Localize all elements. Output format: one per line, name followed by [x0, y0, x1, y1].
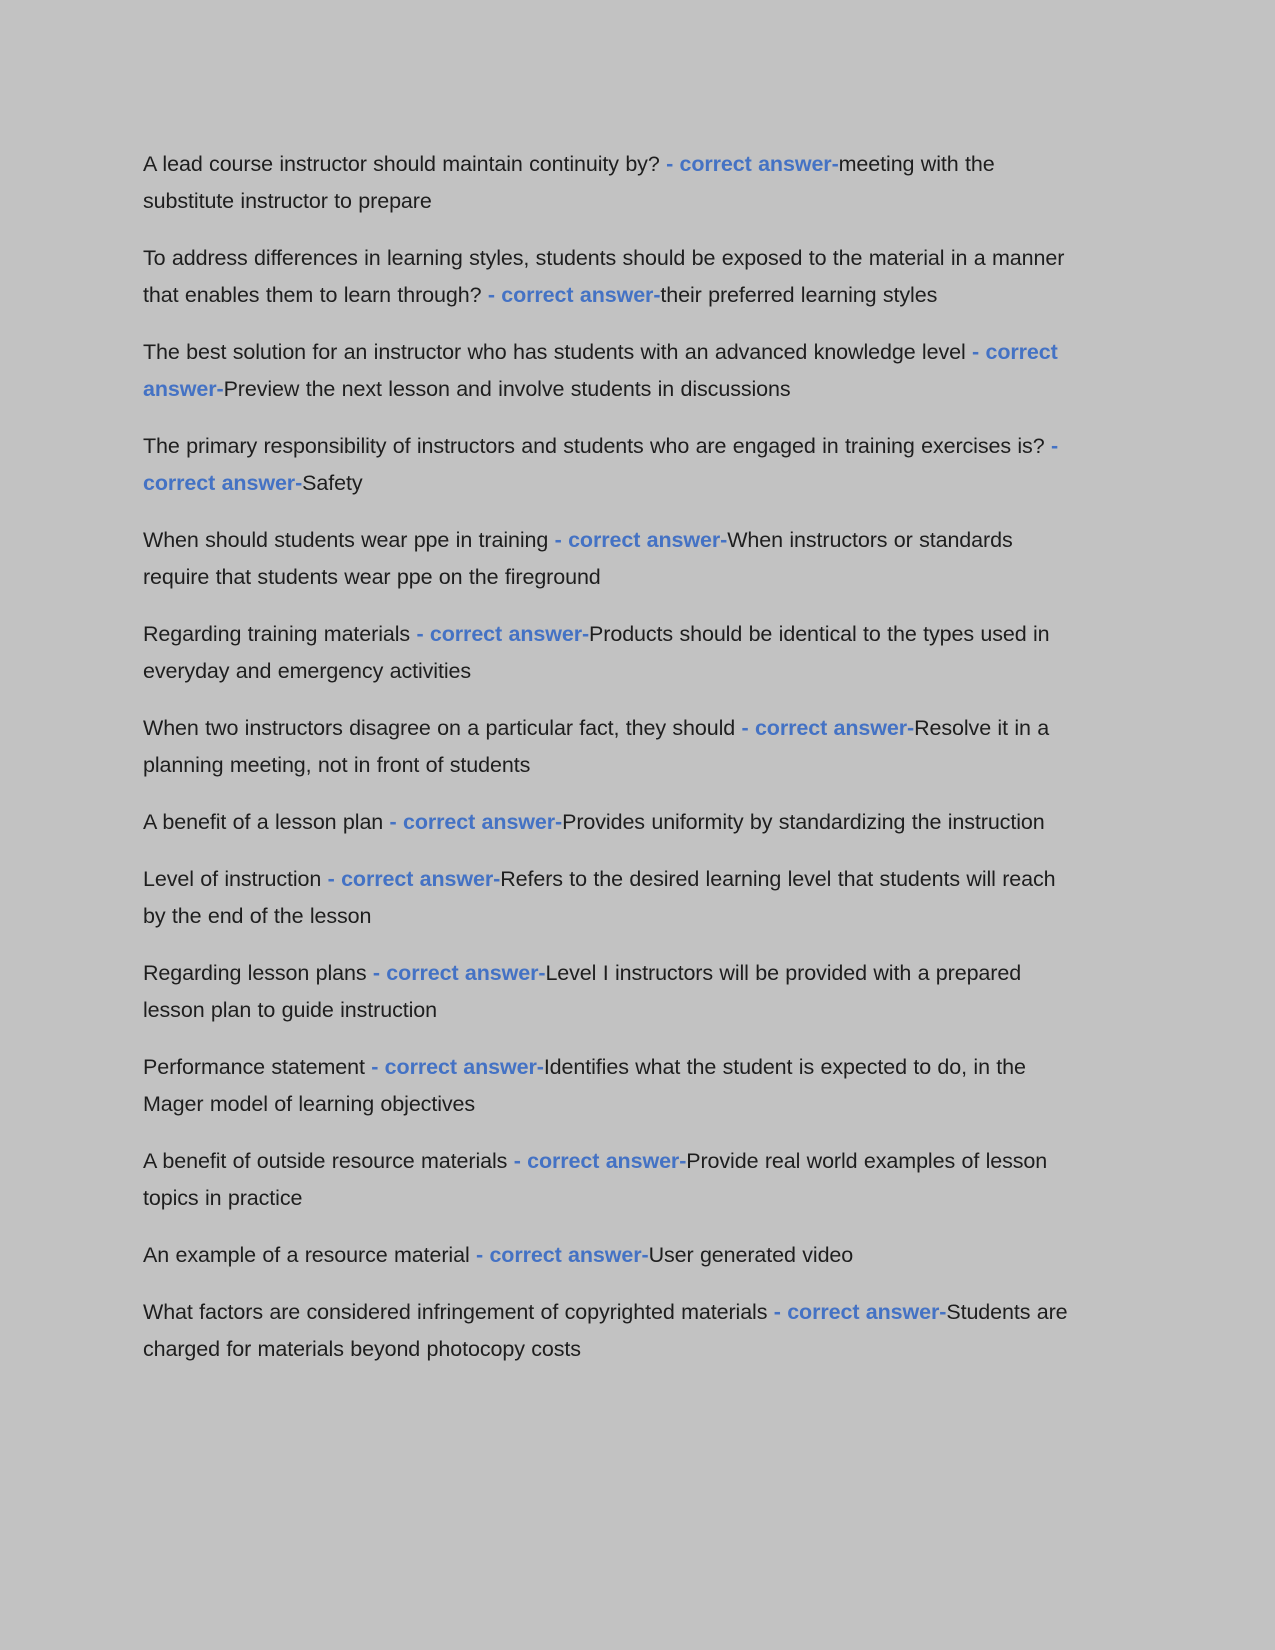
question-text: Regarding lesson plans: [143, 961, 373, 985]
qa-paragraph: [143, 616, 1078, 690]
correct-answer-marker: - correct answer-: [773, 1300, 947, 1324]
correct-answer-marker: - correct answer-: [143, 434, 1058, 495]
answer-text: Students are charged for materials beyond photocopy costs: [143, 1300, 1068, 1361]
correct-answer-marker: - correct answer-: [741, 716, 915, 740]
qa-paragraph: [143, 1049, 1078, 1123]
qa-paragraph: [143, 955, 1078, 1029]
qa-paragraph: [143, 334, 1078, 408]
answer-text: Preview the next lesson and involve students in discussions: [223, 377, 791, 401]
answer-text: meeting with the substitute instructor to prepare: [143, 152, 995, 213]
answer-text: User generated video: [648, 1243, 854, 1267]
answer-text: Level I instructors will be provided with a prepared lesson plan to guide instruction: [143, 961, 1022, 1022]
question-text: Level of instruction: [143, 867, 328, 891]
question-text: When two instructors disagree on a particular fact, they should: [143, 716, 742, 740]
question-text: A lead course instructor should maintain continuity by?: [143, 152, 667, 176]
correct-answer-marker: - correct answer-: [416, 622, 590, 646]
answer-text: Refers to the desired learning level that students will reach by the end of the lesson: [143, 867, 1056, 928]
qa-paragraph: [143, 804, 1078, 841]
answer-text: Provides uniformity by standardizing the instruction: [562, 810, 1045, 834]
correct-answer-marker: - correct answer-: [513, 1149, 687, 1173]
answer-text: their preferred learning styles: [660, 283, 938, 307]
qa-paragraph: [143, 710, 1078, 784]
qa-paragraph: [143, 1143, 1078, 1217]
question-text: An example of a resource material: [143, 1243, 477, 1267]
qa-paragraph: [143, 1294, 1078, 1368]
correct-answer-marker: - correct answer-: [666, 152, 839, 176]
qa-paragraph: [143, 522, 1078, 596]
question-text: To address differences in learning styles, students should be exposed to the material in a manner that enables them to learn through?: [143, 246, 1065, 307]
correct-answer-marker: - correct answer-: [476, 1243, 649, 1267]
qa-paragraph: [143, 861, 1078, 935]
question-text: The primary responsibility of instructors and students who are engaged in training exercises is?: [143, 434, 1051, 458]
correct-answer-marker: - correct answer-: [143, 340, 1058, 401]
question-text: A benefit of a lesson plan: [143, 810, 390, 834]
question-text: Performance statement: [143, 1055, 372, 1079]
correct-answer-marker: - correct answer-: [371, 1055, 544, 1079]
qa-paragraph: [143, 240, 1078, 314]
answer-text: When instructors or standards require that students wear ppe on the fireground: [143, 528, 1013, 589]
answer-text: Identifies what the student is expected to do, in the Mager model of learning objectives: [143, 1055, 1026, 1116]
answer-text: Products should be identical to the types used in everyday and emergency activities: [143, 622, 1050, 683]
qa-paragraph: [143, 146, 1078, 220]
answer-text: Provide real world examples of lesson topics in practice: [143, 1149, 1048, 1210]
question-text: Regarding training materials: [143, 622, 417, 646]
qa-paragraph: [143, 1237, 1078, 1274]
answer-text: Resolve it in a planning meeting, not in front of students: [143, 716, 1050, 777]
question-text: The best solution for an instructor who has students with an advanced knowledge level: [143, 340, 973, 364]
qa-paragraph: [143, 428, 1078, 502]
correct-answer-marker: - correct answer-: [372, 961, 546, 985]
correct-answer-marker: - correct answer-: [327, 867, 501, 891]
question-text: What factors are considered infringement of copyrighted materials: [143, 1300, 774, 1324]
answer-text: Safety: [302, 471, 363, 495]
qa-content: [143, 146, 1078, 1388]
question-text: A benefit of outside resource materials: [143, 1149, 514, 1173]
question-text: When should students wear ppe in training: [143, 528, 555, 552]
correct-answer-marker: - correct answer-: [554, 528, 728, 552]
correct-answer-marker: - correct answer-: [389, 810, 563, 834]
correct-answer-marker: - correct answer-: [487, 283, 661, 307]
